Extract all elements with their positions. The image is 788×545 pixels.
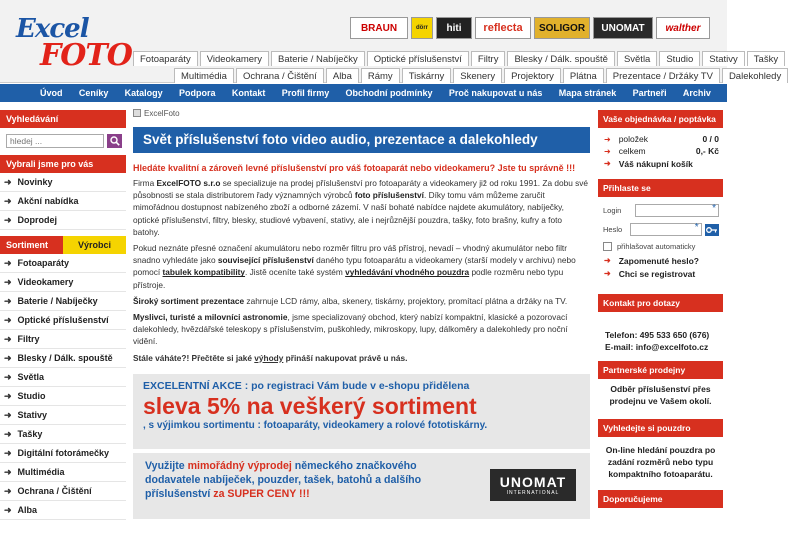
register-label: Chci se registrovat (618, 268, 696, 279)
nav-kontakt[interactable]: Kontakt (231, 88, 266, 98)
brand-soligor[interactable]: SOLIGOR (534, 17, 590, 39)
arrow-right-icon: ➜ (604, 146, 611, 156)
benefits-link[interactable]: výhody (254, 352, 284, 363)
required-icon: * (712, 203, 716, 214)
page-title: Svět příslušenství foto video audio, prezentace a dalekohledy (133, 127, 590, 153)
unomat-logo (490, 469, 576, 501)
arrow-right-icon: ➜ (4, 276, 12, 287)
required-icon: * (694, 222, 699, 233)
category-tab[interactable]: Projektory (504, 68, 561, 83)
nav-mapa-stranek[interactable]: Mapa stránek (558, 88, 617, 98)
text: . Díky tomu vám můžeme zaručit mimořádnou dostupnost nabízeného zboží a odborné zázemí. V naší bohaté nabídce najdete akumulátory, nabíječky, optické příslušenství, filtry, blesky, studiové vybavení, stativy, ale i nejrůznější pouzdra, tašky, foto brašny, kufry a foto batohy. (133, 190, 564, 237)
cart-items-row (598, 133, 723, 145)
sidebar-item-assortment[interactable] (0, 311, 126, 330)
cart-total-row (598, 145, 723, 157)
text: , jsme specializovaný obchod, který nabízí kompaktní, klasické a pozorovací dalekohledy, hvězdářské teleskopy s příslušenstvím, puškohledy, mikroskopy, lupy, dálkoměry a dalekohledy pro noční vidění. (133, 312, 568, 347)
text: podle rozměru nebo typu přístroje. (133, 267, 564, 290)
search-icon (110, 136, 120, 146)
sidebar-item-label: Stativy (17, 410, 48, 420)
case-search-title: Vyhledejte si pouzdro (598, 419, 723, 437)
arrow-right-icon: ➜ (4, 195, 12, 206)
presentation-paragraph (133, 295, 590, 307)
foto-prislusenstvi-text: foto příslušenství (354, 190, 424, 201)
sidebar-item-label: Digitální fotorámečky (17, 448, 110, 458)
sidebar-item-label: Doprodej (17, 215, 58, 225)
category-tab[interactable]: Filtry (471, 51, 506, 66)
arrow-right-icon: ➜ (4, 428, 12, 439)
text-highlight: mimořádný výprodej (187, 459, 292, 472)
outdoor-paragraph (133, 311, 590, 348)
arrow-right-icon: ➜ (4, 504, 12, 515)
breadcrumb (133, 106, 590, 120)
arrow-right-icon: ➜ (4, 352, 12, 363)
arrow-right-icon: ➜ (4, 214, 12, 225)
text-highlight: za SUPER CENY !!! (213, 487, 310, 500)
sidebar-item-label: Filtry (17, 334, 40, 344)
register-link[interactable] (598, 267, 723, 280)
brand-walther[interactable]: walther (656, 17, 710, 39)
sidebar-item-label: Blesky / Dálk. spouště (17, 353, 113, 363)
outdoor-text: Myslivci, turisté a milovníci astronomie (133, 312, 288, 323)
search-input[interactable] (6, 134, 104, 148)
forgot-password-link[interactable] (598, 254, 723, 267)
arrow-right-icon: ➜ (4, 295, 12, 306)
nav-katalogy[interactable]: Katalogy (124, 88, 163, 98)
search-title: Vyhledávání (0, 110, 126, 128)
sidebar-item-label: Studio (17, 391, 46, 401)
search-box (0, 128, 126, 155)
category-tab[interactable]: Prezentace / Držáky TV (606, 68, 720, 83)
sidebar-item-label: Baterie / Nabíječky (17, 296, 98, 306)
arrow-right-icon: ➜ (4, 390, 12, 401)
sidebar-item-label: Videokamery (17, 277, 74, 287)
login-form (598, 197, 723, 282)
sidebar-item-assortment[interactable] (0, 387, 126, 406)
sidebar-item-label: Alba (17, 505, 38, 515)
company-name: ExcelFOTO s.r.o (156, 178, 221, 188)
arrow-right-icon: ➜ (4, 257, 12, 268)
text: daného typu fotoaparátu a videokamery (starší modely v archivu) nebo pomocí (133, 255, 576, 278)
category-tabs-row1 (133, 51, 785, 66)
sidebar-item-assortment[interactable] (0, 425, 126, 444)
cart-link[interactable] (598, 157, 723, 170)
arrow-right-icon: ➜ (4, 466, 12, 477)
sidebar-tabs (0, 236, 126, 254)
contact-phone: Telefon: 495 533 650 (676) (605, 330, 710, 340)
sidebar-item-assortment[interactable] (0, 254, 126, 273)
contact-email[interactable]: E-mail: info@excelfoto.cz (605, 342, 709, 352)
text: přináší nakupovat právě u nás. (283, 352, 408, 363)
arrow-right-icon: ➜ (604, 256, 611, 265)
arrow-right-icon: ➜ (4, 371, 12, 382)
sidebar-item-label: Fotoaparáty (17, 258, 70, 268)
related-accessories-text: související příslušenství (217, 255, 314, 266)
brand-logos (350, 17, 710, 39)
auto-login-checkbox[interactable] (603, 242, 612, 251)
login-label: Login (603, 206, 622, 215)
sidebar-item-assortment[interactable] (0, 444, 126, 463)
sidebar-item-label: Světla (17, 372, 45, 382)
category-tab[interactable]: Dalekohledy (722, 68, 788, 83)
compatibility-tables-link[interactable]: tabulek kompatibility (162, 267, 246, 278)
sidebar-item-novinky[interactable] (0, 173, 126, 192)
excelfoto-logo[interactable] (10, 14, 132, 73)
discount-banner-line3: , s výjimkou sortimentu : fotoaparáty, videokamery a rolové fototiskárny. (143, 419, 488, 431)
category-tab[interactable]: Stativy (702, 51, 745, 66)
tab-sortiment[interactable]: Sortiment (0, 236, 63, 254)
unomat-logo-sub: INTERNATIONAL (506, 489, 560, 496)
arrow-right-icon: ➜ (604, 159, 611, 168)
intro-paragraph (133, 177, 590, 238)
login-input[interactable] (635, 204, 719, 217)
partner-title: Partnerské prodejny (598, 361, 723, 379)
logo-text-excel: Excel (16, 14, 89, 44)
text: Stále váháte?! Přečtěte si jaké (133, 352, 255, 363)
nav-uvod[interactable]: Úvod (40, 88, 63, 98)
recommend-title: Doporučujeme (598, 490, 723, 508)
sidebar-item-assortment[interactable] (0, 292, 126, 311)
category-tab[interactable]: Plátna (563, 68, 604, 83)
search-button[interactable] (107, 134, 122, 148)
sidebar-item-doprodej[interactable] (0, 211, 126, 230)
category-tab[interactable]: Tašky (747, 51, 785, 66)
login-title: Přihlaste se (598, 179, 723, 197)
sidebar-item-assortment[interactable] (0, 482, 126, 501)
home-icon (133, 109, 141, 117)
arrow-right-icon: ➜ (4, 447, 12, 458)
main-navigation (0, 84, 727, 102)
text: se specializuje na prodej příslušenství pro fotoaparáty a videokamery již od roku 1991. Za dobu své působnosti se stala distributorem řady významných výrobců (133, 178, 589, 201)
arrow-right-icon: ➜ (604, 134, 611, 144)
category-tab[interactable]: Skenery (453, 68, 502, 83)
unomat-sale-banner[interactable] (133, 453, 590, 519)
category-tab[interactable]: Světla (617, 51, 657, 66)
contact-box (598, 312, 723, 357)
cart-items-label: položek (618, 134, 649, 144)
cart-items-value: 0 / 0 (702, 134, 719, 144)
nav-archiv[interactable]: Archiv (682, 88, 711, 98)
main-content (133, 106, 590, 519)
category-tab[interactable]: Multimédia (174, 68, 234, 83)
arrow-right-icon: ➜ (604, 269, 611, 278)
category-tab[interactable]: Videokamery (200, 51, 269, 66)
text: německého značkového dodavatele nabíječek, pouzder, tašek, batohů a dalšího příslušenství (145, 459, 422, 500)
category-tab[interactable]: Baterie / Nabíječky (271, 51, 365, 66)
category-tab[interactable]: Alba (326, 68, 359, 83)
auto-login-label: přihlašovat automaticky (617, 242, 696, 251)
logo-text-foto: FOTO (40, 38, 132, 73)
category-tab[interactable]: Fotoaparáty (133, 51, 198, 66)
category-tab[interactable]: Tiskárny (402, 68, 452, 83)
brand-unomat[interactable]: UNOMAT (593, 17, 653, 39)
compat-paragraph (133, 242, 590, 291)
tab-vyrobci[interactable]: Výrobci (63, 236, 126, 254)
sidebar-item-label: Novinky (17, 177, 53, 187)
brand-hiti[interactable]: hiti (436, 17, 472, 39)
sidebar-item-akcni-nabidka[interactable] (0, 192, 126, 211)
benefits-paragraph (133, 352, 590, 364)
presentation-text: Široký sortiment prezentace (133, 295, 245, 306)
cart-box (598, 128, 723, 173)
contact-title: Kontakt pro dotazy (598, 294, 723, 312)
nav-ceniky[interactable]: Ceníky (78, 88, 109, 98)
left-sidebar (0, 110, 126, 520)
partner-text[interactable]: Odběr příslušenství přes prodejnu ve Vašem okolí. (609, 384, 712, 406)
picked-title: Vybrali jsme pro vás (0, 155, 126, 173)
sidebar-item-label: Optické příslušenství (17, 315, 109, 325)
login-row (598, 201, 723, 220)
arrow-right-icon: ➜ (4, 409, 12, 420)
sidebar-item-assortment[interactable] (0, 368, 126, 387)
sidebar-item-assortment[interactable] (0, 349, 126, 368)
arrow-right-icon: ➜ (4, 333, 12, 344)
sidebar-item-assortment[interactable] (0, 501, 126, 520)
sidebar-item-assortment[interactable] (0, 406, 126, 425)
nav-proc-nakupovat[interactable]: Proč nakupovat u nás (448, 88, 543, 98)
text: . Jistě oceníte také systém (245, 267, 346, 278)
breadcrumb-home-link[interactable]: ExcelFoto (144, 108, 180, 118)
header (0, 0, 782, 83)
text: zahrnuje LCD rámy, alba, skenery, tiskárny, projektory, promítací plátna a držáky na TV. (244, 295, 568, 306)
sidebar-item-assortment[interactable] (0, 330, 126, 349)
nav-podpora[interactable]: Podpora (179, 88, 216, 98)
brand-reflecta[interactable]: reflecta (475, 17, 531, 39)
brand-dorr[interactable]: dörr (411, 17, 433, 39)
headline: Hledáte kvalitní a zároveň levné příslušenství pro váš fotoaparát nebo videokameru? Jste tu správně !!! (133, 163, 576, 173)
password-input[interactable] (630, 223, 701, 236)
right-sidebar (598, 110, 723, 508)
login-button[interactable] (705, 224, 719, 236)
cart-total-label: celkem (618, 146, 646, 156)
category-tab[interactable]: Ochrana / Čištění (236, 68, 324, 83)
password-row (598, 220, 723, 239)
discount-banner-headline: sleva 5% na veškerý sortiment (143, 392, 477, 419)
sidebar-item-assortment[interactable] (0, 463, 126, 482)
unomat-sale-text (145, 459, 465, 501)
category-tab[interactable]: Blesky / Dálk. spouště (507, 51, 614, 66)
category-tab[interactable]: Rámy (361, 68, 400, 83)
sidebar-item-label: Akční nabídka (17, 196, 79, 206)
text: Pokud neznáte přesné označení akumulátoru nebo rozměr filtru pro váš přístroj, nevadí – vhodný akumulátor nebo filtr snadno vyhledáte jako (133, 243, 567, 266)
nav-partneri[interactable]: Partneři (632, 88, 667, 98)
cart-title: Vaše objednávka / poptávka (598, 110, 723, 128)
text: Využijte (145, 459, 188, 472)
text: Firma (133, 178, 157, 188)
cart-link-label: Váš nákupní košík (618, 158, 693, 169)
sidebar-item-label: Tašky (17, 429, 43, 439)
category-tab[interactable]: Optické příslušenství (367, 51, 469, 66)
discount-banner[interactable] (133, 374, 590, 449)
auto-login-row (598, 239, 723, 254)
arrow-right-icon: ➜ (4, 176, 12, 187)
sidebar-item-label: Ochrana / Čištění (17, 486, 92, 496)
case-search-link[interactable]: vyhledávání vhodného pouzdra (345, 267, 470, 278)
sidebar-item-label: Multimédia (17, 467, 65, 477)
case-search-text[interactable]: On-line hledání pouzdra po zadání rozměrů nebo typu kompaktního fotoaparátu. (605, 445, 716, 479)
password-label: Heslo (603, 225, 623, 234)
discount-banner-line1: EXCELENTNÍ AKCE : po registraci Vám bude v e-shopu přidělena (143, 379, 470, 392)
arrow-right-icon: ➜ (4, 485, 12, 496)
cart-total-value: 0,- Kč (695, 146, 719, 156)
arrow-right-icon: ➜ (4, 314, 12, 325)
nav-profil-firmy[interactable]: Profil firmy (281, 88, 330, 98)
forgot-password-label: Zapomenuté heslo? (618, 255, 699, 266)
sidebar-item-assortment[interactable] (0, 273, 126, 292)
brand-braun[interactable]: BRAUN (350, 17, 408, 39)
key-icon (706, 226, 718, 234)
category-tab[interactable]: Studio (659, 51, 700, 66)
unomat-logo-text: UNOMAT (499, 473, 567, 490)
nav-obchodni-podminky[interactable]: Obchodní podmínky (345, 88, 433, 98)
category-tabs-row2 (174, 68, 788, 83)
